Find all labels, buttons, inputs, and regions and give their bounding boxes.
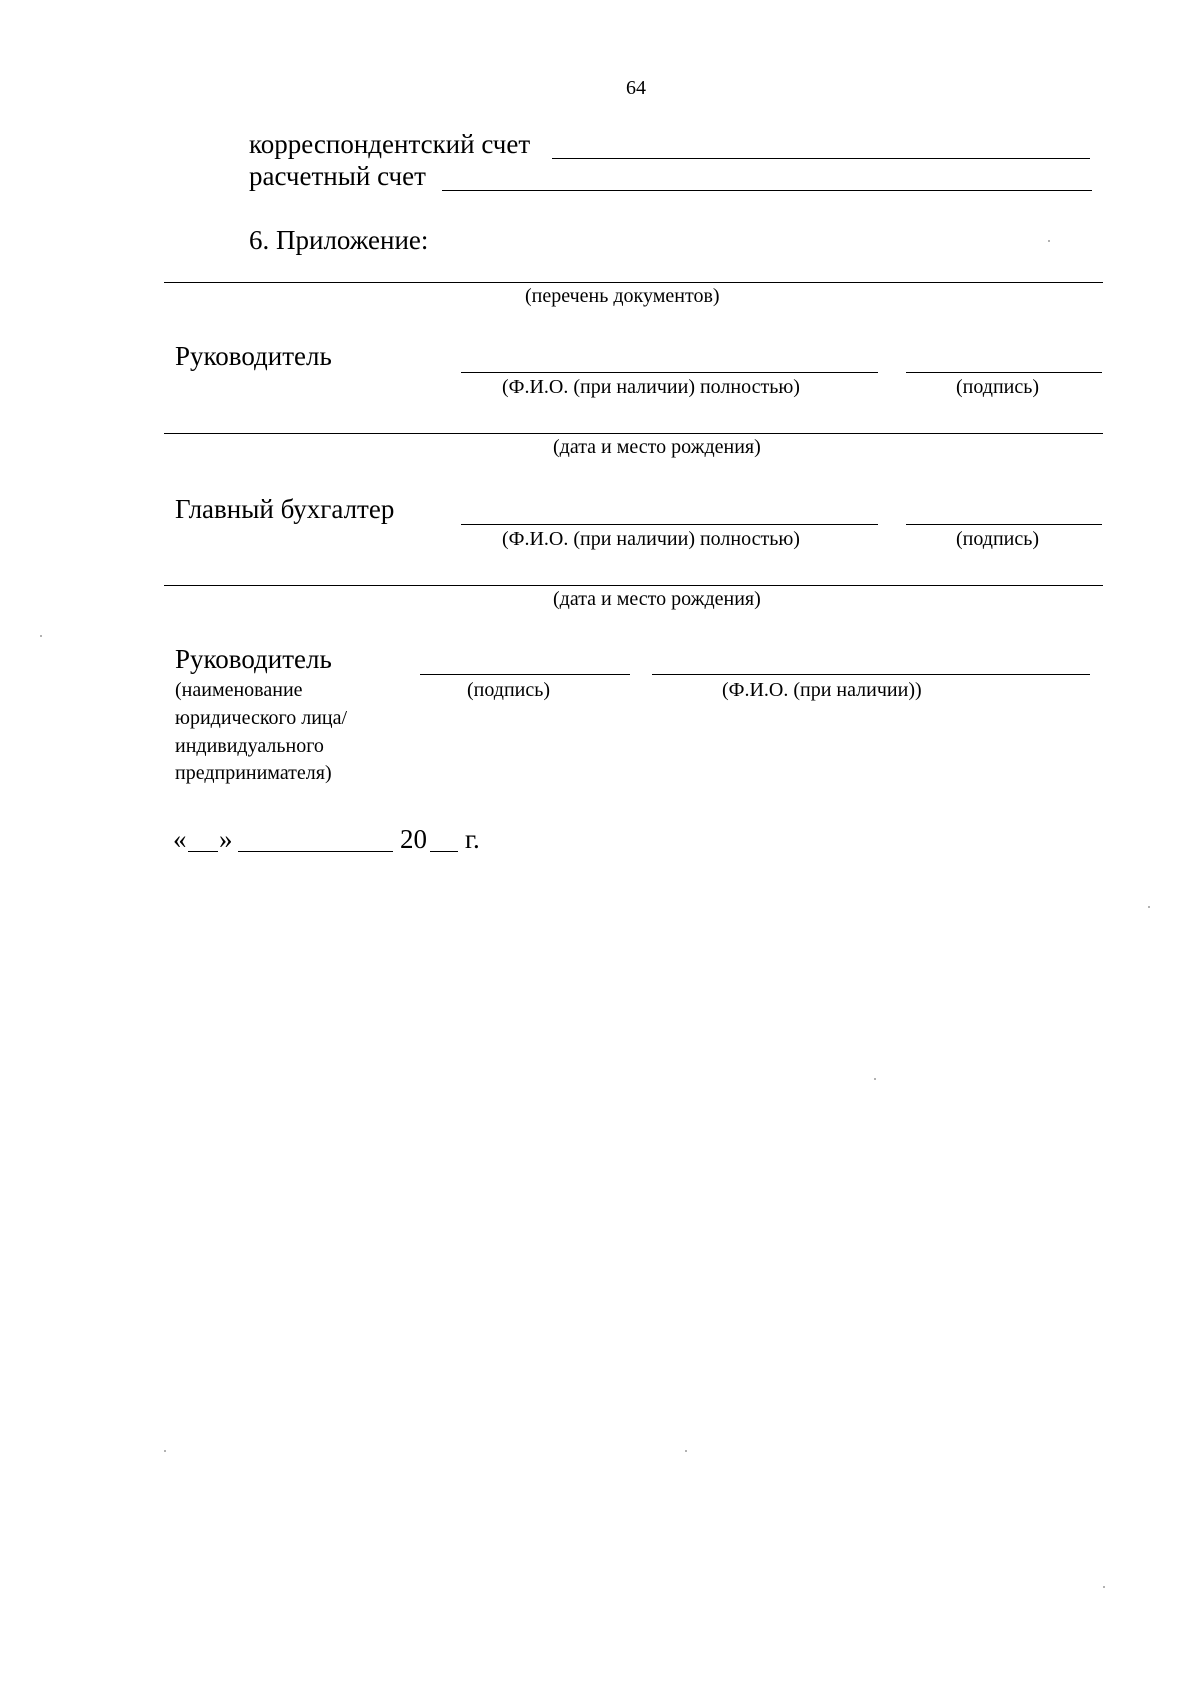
date-month-field[interactable] [238,851,393,852]
head-birth-field[interactable] [164,433,1103,434]
scan-speck [1148,906,1150,908]
corr-account-label: корреспондентский счет [249,129,531,159]
date-year-field[interactable] [430,851,458,852]
chief-accountant-label: Главный бухгалтер [175,494,395,524]
date-year-suffix: г. [465,824,480,854]
page-number: 64 [626,77,646,99]
appendix-list-field[interactable] [164,282,1103,283]
settlement-account-label: расчетный счет [249,161,426,191]
entity-head-fio-caption: (Ф.И.О. (при наличии)) [722,679,922,701]
entity-head-signature-caption: (подпись) [467,679,551,701]
entity-head-label: Руководитель [175,644,332,674]
appendix-heading: 6. Приложение: [249,225,429,255]
date-year-prefix: 20 [400,824,427,854]
scan-speck [1103,1586,1105,1588]
chief-accountant-birth-caption: (дата и место рождения) [553,588,761,610]
chief-accountant-signature-field[interactable] [906,524,1102,525]
entity-head-signature-field[interactable] [420,674,630,675]
entity-head-description-line: индивидуального [175,735,324,757]
entity-head-description-line: предпринимателя) [175,762,332,784]
date-open-quote: « [173,824,187,854]
head-signature-caption: (подпись) [956,376,1040,398]
settlement-account-field[interactable] [442,190,1092,191]
scan-speck [164,1450,166,1452]
chief-accountant-signature-caption: (подпись) [956,528,1040,550]
entity-head-fio-field[interactable] [652,674,1090,675]
date-day-field[interactable] [188,851,218,852]
appendix-list-caption: (перечень документов) [525,285,720,307]
date-close-quote: » [219,824,233,854]
chief-accountant-fio-field[interactable] [461,524,878,525]
scan-speck [685,1450,687,1452]
scan-speck [874,1078,876,1080]
entity-head-description-line: юридического лица/ [175,707,348,729]
chief-accountant-fio-caption: (Ф.И.О. (при наличии) полностью) [502,528,800,550]
entity-head-description-line: (наименование [175,679,303,701]
chief-accountant-birth-field[interactable] [164,585,1103,586]
head-label: Руководитель [175,341,332,371]
scan-speck [40,635,42,637]
head-fio-field[interactable] [461,372,878,373]
corr-account-field[interactable] [552,158,1090,159]
head-fio-caption: (Ф.И.О. (при наличии) полностью) [502,376,800,398]
scan-speck [1048,240,1050,242]
head-signature-field[interactable] [906,372,1102,373]
head-birth-caption: (дата и место рождения) [553,436,761,458]
